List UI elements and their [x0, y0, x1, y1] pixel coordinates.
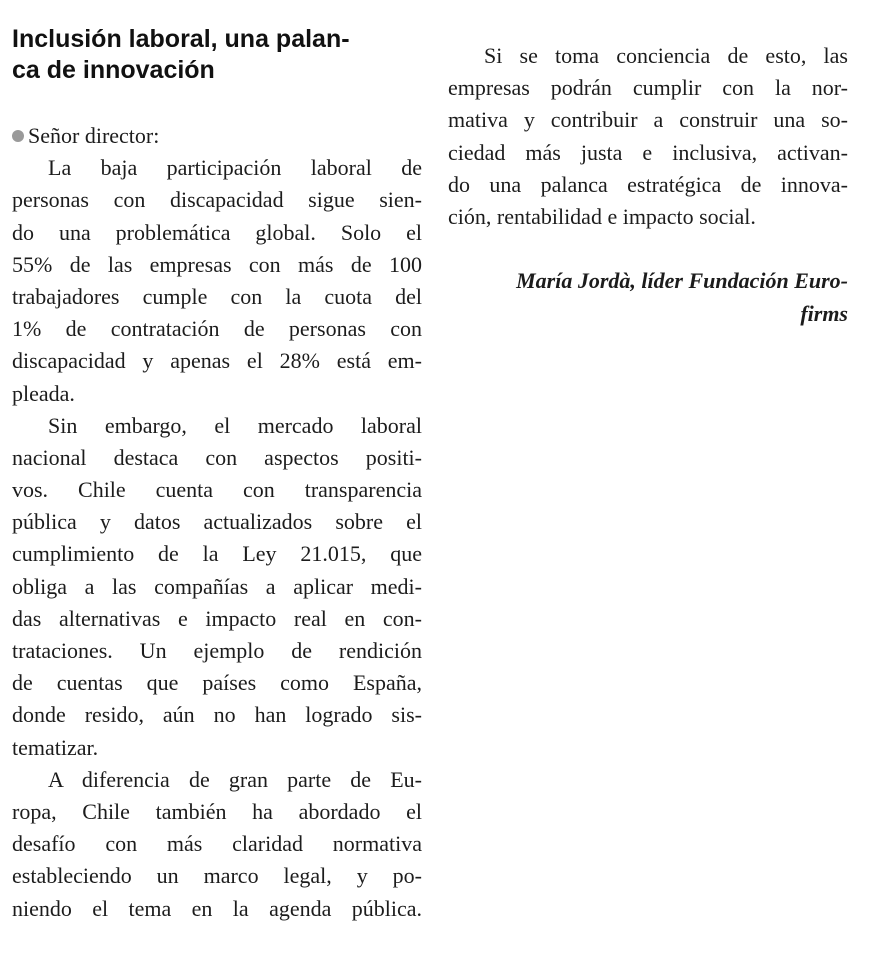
- body-line: obliga a las compañías a aplicar medi-: [12, 573, 422, 599]
- body-line: Si se toma conciencia de esto, las: [484, 43, 848, 68]
- headline-line-2: ca de innovación: [12, 56, 215, 84]
- body-line: pública y datos actualizados sobre el: [12, 509, 422, 535]
- headline-line-1: Inclusión laboral, una palan-: [12, 25, 350, 53]
- body-line: ciedad más justa e inclusiva, activan-: [448, 139, 848, 165]
- body-line: de cuentas que países como España,: [12, 670, 422, 696]
- signature-line-2: firms: [800, 300, 848, 326]
- article-headline: [12, 24, 422, 86]
- body-line: do una problemática global. Solo el: [12, 219, 422, 245]
- salutation: Señor director:: [28, 123, 160, 148]
- body-line: La baja participación laboral de: [48, 155, 422, 181]
- left-column: [12, 120, 422, 925]
- body-line: empresas podrán cumplir con la nor-: [448, 75, 848, 101]
- body-line: A diferencia de gran parte de Eu-: [48, 766, 422, 792]
- body-line: niendo el tema en la agenda pública.: [12, 895, 422, 921]
- paragraph-spacer: [448, 233, 848, 265]
- body-line: desafío con más claridad normativa: [12, 831, 422, 857]
- body-line: ropa, Chile también ha abordado el: [12, 798, 422, 824]
- body-line: ción, rentabilidad e impacto social.: [448, 203, 756, 229]
- body-line: das alternativas e impacto real en con-: [12, 605, 422, 631]
- body-line: donde resido, aún no han logrado sis-: [12, 702, 422, 728]
- signature-line-1: María Jordà, líder Fundación Euro-: [516, 268, 848, 294]
- body-line: 55% de las empresas con más de 100: [12, 251, 422, 277]
- body-line: Sin embargo, el mercado laboral: [48, 412, 422, 438]
- body-line: trataciones. Un ejemplo de rendición: [12, 638, 422, 663]
- body-line: nacional destaca con aspectos positi-: [12, 444, 422, 470]
- body-line: cumplimiento de la Ley 21.015, que: [12, 541, 422, 567]
- body-line: personas con discapacidad sigue sien-: [12, 187, 422, 213]
- salutation-line: [12, 120, 422, 152]
- body-line: estableciendo un marco legal, y po-: [12, 863, 422, 889]
- body-line: tematizar.: [12, 734, 99, 760]
- body-line: pleada.: [12, 380, 75, 406]
- body-line: do una palanca estratégica de innova-: [448, 171, 848, 197]
- body-line: trabajadores cumple con la cuota del: [12, 283, 422, 309]
- body-line: mativa y contribuir a construir una so-: [448, 107, 848, 133]
- body-line: discapacidad y apenas el 28% está em-: [12, 348, 422, 374]
- body-line: 1% de contratación de personas con: [12, 316, 422, 342]
- bullet-icon: [12, 130, 24, 142]
- body-line: vos. Chile cuenta con transparencia: [12, 477, 422, 503]
- right-column: [448, 40, 848, 330]
